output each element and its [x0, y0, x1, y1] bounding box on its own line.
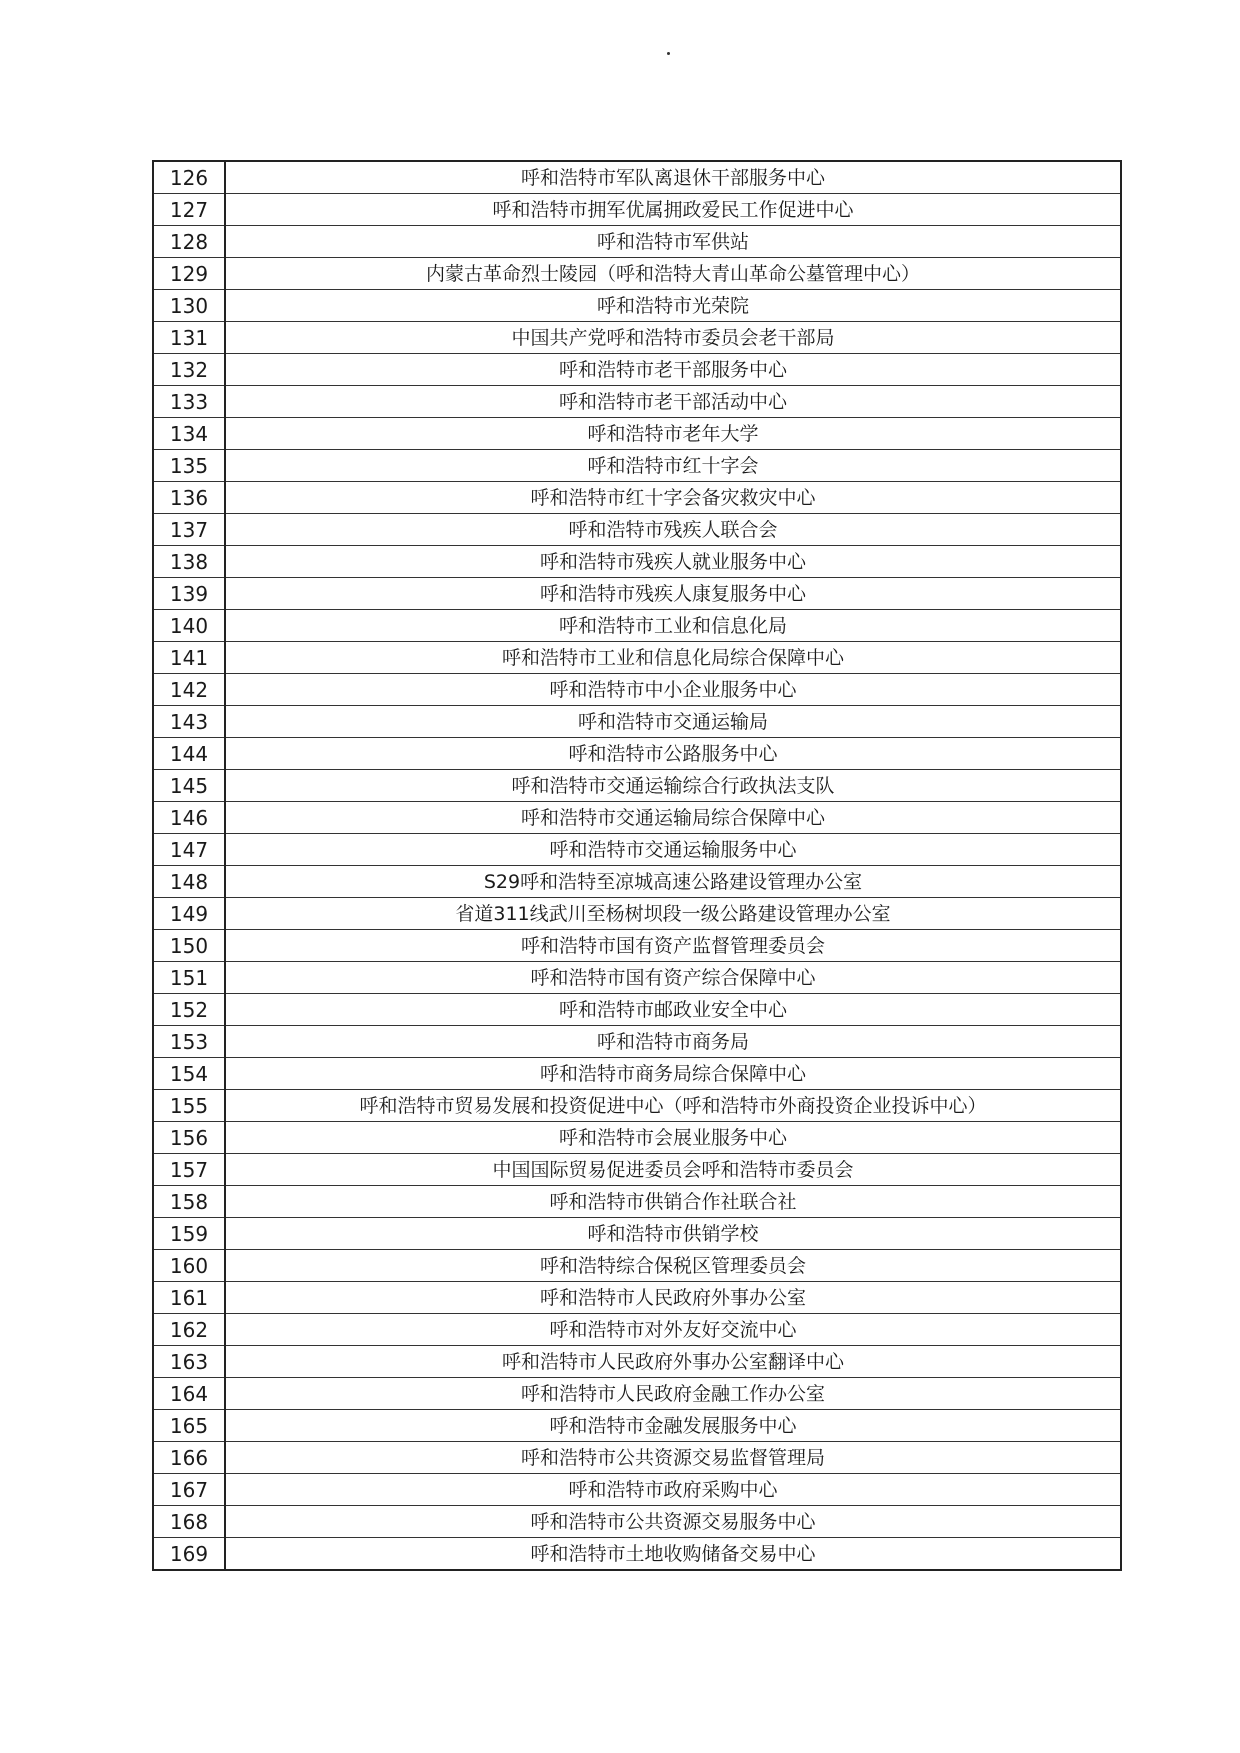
organization-name: 呼和浩特综合保税区管理委员会	[225, 1250, 1121, 1282]
row-number: 163	[153, 1346, 225, 1378]
table-row	[153, 802, 1121, 834]
table-row	[153, 194, 1121, 226]
table-row	[153, 834, 1121, 866]
row-number: 150	[153, 930, 225, 962]
organization-name: 呼和浩特市交通运输综合行政执法支队	[225, 770, 1121, 802]
table-row	[153, 354, 1121, 386]
row-number: 139	[153, 578, 225, 610]
table-row	[153, 1186, 1121, 1218]
organization-name: 呼和浩特市政府采购中心	[225, 1474, 1121, 1506]
row-number: 132	[153, 354, 225, 386]
organization-name: 呼和浩特市商务局综合保障中心	[225, 1058, 1121, 1090]
row-number: 168	[153, 1506, 225, 1538]
organization-name: 呼和浩特市交通运输局	[225, 706, 1121, 738]
organization-name: 呼和浩特市会展业服务中心	[225, 1122, 1121, 1154]
organization-name: 呼和浩特市老干部活动中心	[225, 386, 1121, 418]
table-row	[153, 1122, 1121, 1154]
table-row	[153, 1538, 1121, 1571]
organization-name: 呼和浩特市老干部服务中心	[225, 354, 1121, 386]
table-row	[153, 1506, 1121, 1538]
organization-list-table	[152, 160, 1122, 1571]
organization-name: 内蒙古革命烈士陵园（呼和浩特大青山革命公墓管理中心）	[225, 258, 1121, 290]
row-number: 146	[153, 802, 225, 834]
row-number: 131	[153, 322, 225, 354]
organization-name: 呼和浩特市公共资源交易监督管理局	[225, 1442, 1121, 1474]
table-row	[153, 706, 1121, 738]
table-row	[153, 450, 1121, 482]
table-row	[153, 642, 1121, 674]
row-number: 149	[153, 898, 225, 930]
table-row	[153, 258, 1121, 290]
row-number: 164	[153, 1378, 225, 1410]
organization-name: 中国共产党呼和浩特市委员会老干部局	[225, 322, 1121, 354]
row-number: 136	[153, 482, 225, 514]
table-row	[153, 1058, 1121, 1090]
row-number: 143	[153, 706, 225, 738]
table-row	[153, 738, 1121, 770]
row-number: 160	[153, 1250, 225, 1282]
row-number: 138	[153, 546, 225, 578]
row-number: 152	[153, 994, 225, 1026]
organization-name: 呼和浩特市金融发展服务中心	[225, 1410, 1121, 1442]
table-row	[153, 1154, 1121, 1186]
table-row	[153, 866, 1121, 898]
table-row	[153, 1346, 1121, 1378]
organization-name: 省道311线武川至杨树坝段一级公路建设管理办公室	[225, 898, 1121, 930]
organization-name: 呼和浩特市商务局	[225, 1026, 1121, 1058]
table-row	[153, 1314, 1121, 1346]
row-number: 167	[153, 1474, 225, 1506]
row-number: 145	[153, 770, 225, 802]
organization-name: 呼和浩特市工业和信息化局	[225, 610, 1121, 642]
row-number: 140	[153, 610, 225, 642]
table-row	[153, 322, 1121, 354]
organization-name: 呼和浩特市国有资产监督管理委员会	[225, 930, 1121, 962]
table-row	[153, 482, 1121, 514]
row-number: 147	[153, 834, 225, 866]
organization-name: 呼和浩特市人民政府外事办公室	[225, 1282, 1121, 1314]
table-row	[153, 226, 1121, 258]
table-row	[153, 898, 1121, 930]
organization-name: 呼和浩特市拥军优属拥政爱民工作促进中心	[225, 194, 1121, 226]
table-row	[153, 1090, 1121, 1122]
row-number: 130	[153, 290, 225, 322]
row-number: 166	[153, 1442, 225, 1474]
organization-name: 呼和浩特市军队离退休干部服务中心	[225, 161, 1121, 194]
row-number: 141	[153, 642, 225, 674]
row-number: 129	[153, 258, 225, 290]
table-row	[153, 610, 1121, 642]
organization-name: 呼和浩特市残疾人联合会	[225, 514, 1121, 546]
organization-name: 呼和浩特市人民政府金融工作办公室	[225, 1378, 1121, 1410]
table-row	[153, 386, 1121, 418]
organization-name: 呼和浩特市邮政业安全中心	[225, 994, 1121, 1026]
row-number: 151	[153, 962, 225, 994]
organization-name: 呼和浩特市交通运输服务中心	[225, 834, 1121, 866]
organization-name: 呼和浩特市土地收购储备交易中心	[225, 1538, 1121, 1571]
row-number: 133	[153, 386, 225, 418]
organization-name: 呼和浩特市供销学校	[225, 1218, 1121, 1250]
organization-name: 呼和浩特市光荣院	[225, 290, 1121, 322]
table-row	[153, 578, 1121, 610]
row-number: 157	[153, 1154, 225, 1186]
table-row	[153, 1218, 1121, 1250]
table-row	[153, 1378, 1121, 1410]
table-row	[153, 994, 1121, 1026]
organization-name: 呼和浩特市军供站	[225, 226, 1121, 258]
organization-name: 呼和浩特市残疾人康复服务中心	[225, 578, 1121, 610]
table-row	[153, 1442, 1121, 1474]
table-body	[153, 161, 1121, 1570]
table-row	[153, 674, 1121, 706]
organization-name: 呼和浩特市交通运输局综合保障中心	[225, 802, 1121, 834]
organization-name: 呼和浩特市残疾人就业服务中心	[225, 546, 1121, 578]
row-number: 134	[153, 418, 225, 450]
row-number: 158	[153, 1186, 225, 1218]
row-number: 127	[153, 194, 225, 226]
row-number: 137	[153, 514, 225, 546]
row-number: 135	[153, 450, 225, 482]
table-row	[153, 930, 1121, 962]
table-row	[153, 1250, 1121, 1282]
row-number: 142	[153, 674, 225, 706]
row-number: 162	[153, 1314, 225, 1346]
table-row	[153, 1410, 1121, 1442]
organization-name: S29呼和浩特至凉城高速公路建设管理办公室	[225, 866, 1121, 898]
organization-name: 中国国际贸易促进委员会呼和浩特市委员会	[225, 1154, 1121, 1186]
table-row	[153, 1026, 1121, 1058]
row-number: 161	[153, 1282, 225, 1314]
table-row	[153, 962, 1121, 994]
row-number: 148	[153, 866, 225, 898]
row-number: 153	[153, 1026, 225, 1058]
row-number: 155	[153, 1090, 225, 1122]
organization-name: 呼和浩特市工业和信息化局综合保障中心	[225, 642, 1121, 674]
row-number: 165	[153, 1410, 225, 1442]
table-row	[153, 418, 1121, 450]
organization-name: 呼和浩特市对外友好交流中心	[225, 1314, 1121, 1346]
table-row	[153, 514, 1121, 546]
row-number: 159	[153, 1218, 225, 1250]
row-number: 169	[153, 1538, 225, 1571]
scan-speck	[667, 52, 670, 55]
row-number: 156	[153, 1122, 225, 1154]
organization-name: 呼和浩特市贸易发展和投资促进中心（呼和浩特市外商投资企业投诉中心）	[225, 1090, 1121, 1122]
organization-name: 呼和浩特市红十字会备灾救灾中心	[225, 482, 1121, 514]
organization-name: 呼和浩特市人民政府外事办公室翻译中心	[225, 1346, 1121, 1378]
table-row	[153, 290, 1121, 322]
table-row	[153, 546, 1121, 578]
row-number: 126	[153, 161, 225, 194]
table-row	[153, 1474, 1121, 1506]
row-number: 128	[153, 226, 225, 258]
organization-name: 呼和浩特市国有资产综合保障中心	[225, 962, 1121, 994]
row-number: 154	[153, 1058, 225, 1090]
organization-name: 呼和浩特市老年大学	[225, 418, 1121, 450]
table-row	[153, 1282, 1121, 1314]
organization-name: 呼和浩特市公路服务中心	[225, 738, 1121, 770]
organization-name: 呼和浩特市供销合作社联合社	[225, 1186, 1121, 1218]
table-row	[153, 770, 1121, 802]
organization-name: 呼和浩特市中小企业服务中心	[225, 674, 1121, 706]
row-number: 144	[153, 738, 225, 770]
organization-name: 呼和浩特市红十字会	[225, 450, 1121, 482]
organization-name: 呼和浩特市公共资源交易服务中心	[225, 1506, 1121, 1538]
table-row	[153, 161, 1121, 194]
